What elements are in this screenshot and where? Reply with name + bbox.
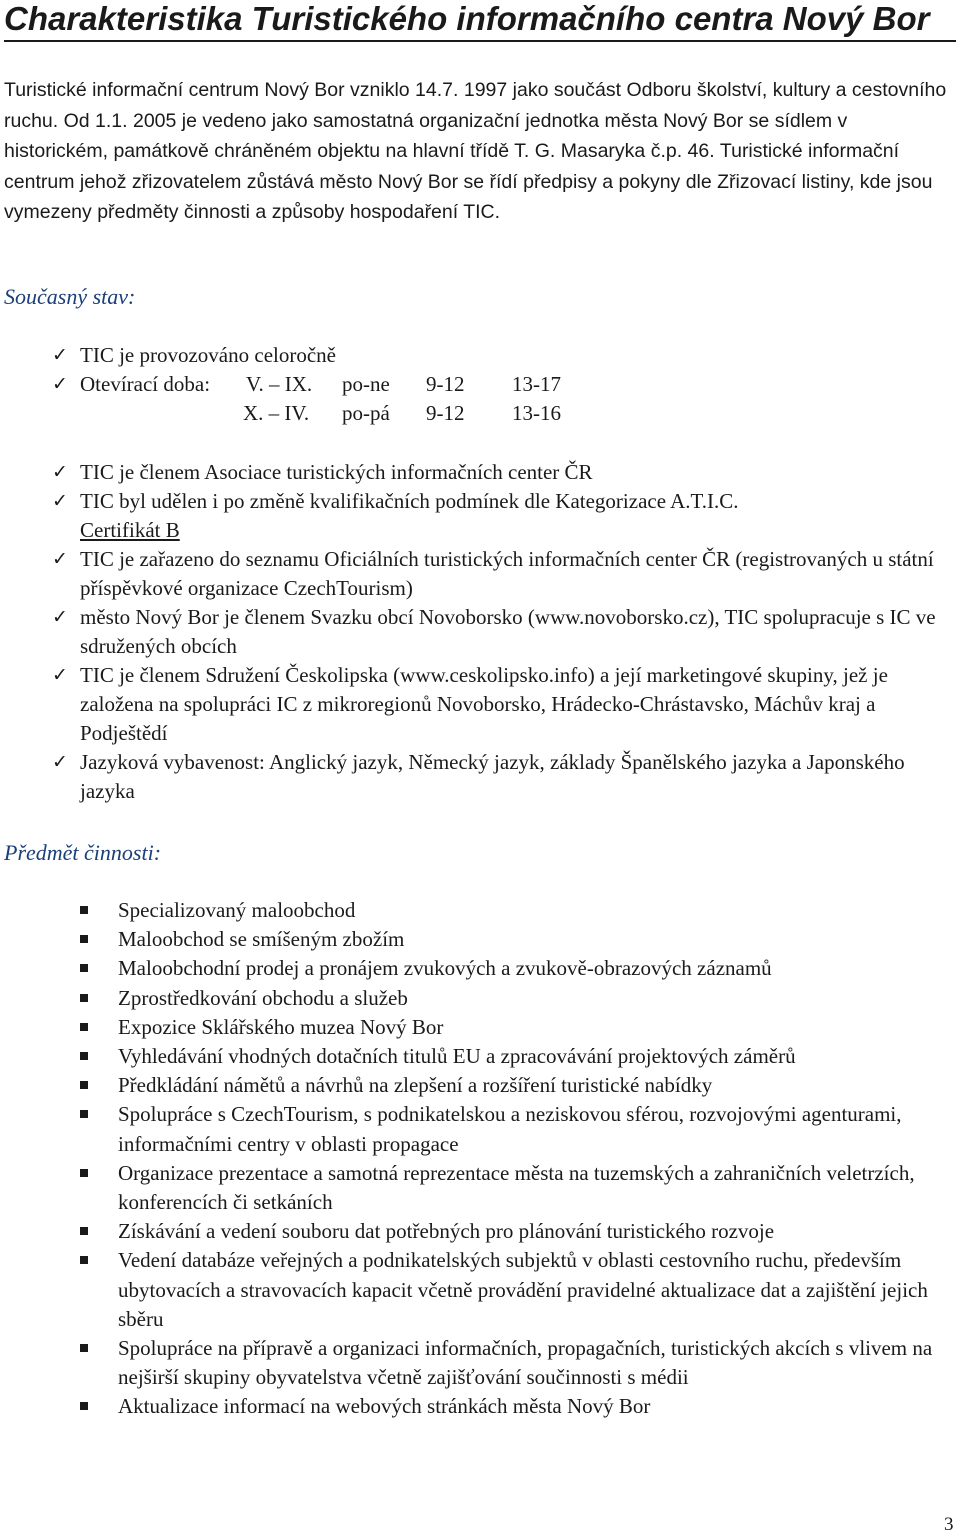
page-title: Charakteristika Turistického informačního centra Nový Bor bbox=[4, 0, 956, 42]
list-item-text: Aktualizace informací na webových stránkách města Nový Bor bbox=[118, 1394, 651, 1419]
intro-part2: Turistické informační centrum jehož zřizovatelem zůstává město Nový Bor se řídí předpisy a pokyny dle Zřizovací listiny, kde jsou vymezeny předměty činnosti a způsoby hospodaření TIC. bbox=[4, 140, 933, 223]
square-bullet-icon bbox=[80, 1052, 88, 1060]
list-item-text: Spolupráce s CzechTourism, s podnikatelskou a neziskovou sférou, rozvojovými agenturami, informačními centry v oblasti propagace bbox=[118, 1102, 902, 1156]
hours-months: X. – IV. bbox=[243, 401, 310, 425]
list-item-text: Předkládání námětů a návrhů na zlepšení a rozšíření turistické nabídky bbox=[118, 1073, 713, 1098]
list-item-text: TIC je zařazeno do seznamu Oficiálních turistických informačních center ČR (registrovaných u státní příspěvkové organizace CzechTourism) bbox=[80, 547, 934, 600]
list-item bbox=[118, 1042, 954, 1071]
list-item-text: město Nový Bor je členem Svazku obcí Novoborsko (www.novoborsko.cz), TIC spolupracuje s IC ve sdružených obcích bbox=[80, 605, 936, 658]
square-bullet-icon bbox=[80, 1169, 88, 1177]
square-bullet-icon bbox=[80, 964, 88, 972]
current-state-heading: Současný stav: bbox=[4, 284, 136, 309]
check-icon: ✓ bbox=[52, 548, 68, 570]
list-item bbox=[118, 1013, 954, 1042]
certificate-text: Certifikát B bbox=[80, 518, 180, 542]
check-icon: ✓ bbox=[52, 461, 68, 483]
list-item-text: Spolupráce na přípravě a organizaci informačních, propagačních, turistických akcích s vlivem na nejširší skupiny obyvatelstva včetně zajišťování součinnosti s médii bbox=[118, 1336, 933, 1390]
list-item bbox=[118, 1217, 954, 1246]
opening-hours-label: Otevírací doba: bbox=[80, 372, 211, 396]
check-icon: ✓ bbox=[52, 664, 68, 686]
list-item-text: Vedení databáze veřejných a podnikatelských subjektů v oblasti cestovního ruchu, především ubytovacích a stravovacích kapacit včetně provádění pravidelné aktualizace dat a zajištění jejich sběru bbox=[118, 1248, 928, 1331]
year-round-text: TIC je provozováno celoročně bbox=[80, 343, 336, 367]
hours-afternoon: 13-17 bbox=[512, 372, 561, 396]
list-item bbox=[52, 341, 952, 370]
list-item-text: TIC je členem Sdružení Českolipska (www.ceskolipsko.info) a její marketingové skupiny, jež je založena na spolupráci IC z mikroregionů Novoborsko, Hrádecko-Chrástavsko, Máchův kraj a Podještědí bbox=[80, 663, 888, 745]
hours-afternoon: 13-16 bbox=[512, 401, 561, 425]
check-icon: ✓ bbox=[52, 751, 68, 773]
square-bullet-icon bbox=[80, 1023, 88, 1031]
list-item bbox=[118, 1100, 954, 1158]
activities-heading: Předmět činnosti: bbox=[4, 840, 162, 865]
list-item bbox=[52, 487, 952, 545]
list-item bbox=[118, 1071, 954, 1100]
check-icon: ✓ bbox=[52, 606, 68, 628]
list-item bbox=[118, 1334, 954, 1392]
hours-morning: 9-12 bbox=[426, 401, 465, 425]
check-icon: ✓ bbox=[52, 344, 68, 366]
square-bullet-icon bbox=[80, 994, 88, 1002]
square-bullet-icon bbox=[80, 1081, 88, 1089]
square-bullet-icon bbox=[80, 1344, 88, 1352]
list-item-text: TIC byl udělen i po změně kvalifikačních podmínek dle Kategorizace A.T.I.C. bbox=[80, 489, 739, 513]
intro-paragraph bbox=[4, 75, 954, 228]
list-item-text: Expozice Sklářského muzea Nový Bor bbox=[118, 1014, 444, 1039]
square-bullet-icon bbox=[80, 1402, 88, 1410]
check-icon: ✓ bbox=[52, 490, 68, 512]
intro-part1: Turistické informační centrum Nový Bor vzniklo 14.7. 1997 jako součást Odboru školství, kultury a cestovního ruchu. Od 1.1. 2005 je vedeno jako samostatná organizační jednotka města Nový Bor se sídlem v historickém, památkově chráněném objektu na hlavní třídě T. G. Masaryka č.p. 46. bbox=[4, 79, 947, 162]
list-item-text: Organizace prezentace a samotná reprezentace města na tuzemských a zahraničních veletrzích, konferencích či setkáních bbox=[118, 1160, 915, 1215]
current-state-list bbox=[52, 458, 952, 806]
list-item bbox=[52, 748, 952, 806]
list-item bbox=[52, 458, 952, 487]
list-item bbox=[118, 1246, 954, 1334]
list-item bbox=[118, 954, 954, 983]
list-item bbox=[118, 984, 954, 1013]
list-item-text: TIC je členem Asociace turistických informačních center ČR bbox=[80, 460, 593, 484]
square-bullet-icon bbox=[80, 906, 88, 914]
list-item-text: Jazyková vybavenost: Anglický jazyk, Německý jazyk, základy Španělského jazyka a Japonského jazyka bbox=[80, 750, 905, 803]
list-item bbox=[52, 661, 952, 748]
list-item bbox=[52, 603, 952, 661]
hours-days: po-pá bbox=[342, 401, 390, 425]
list-item bbox=[118, 925, 954, 954]
list-item-text: Maloobchod se smíšeným zbožím bbox=[118, 927, 405, 952]
list-item-text: Vyhledávání vhodných dotačních titulů EU a zpracovávání projektových záměrů bbox=[118, 1044, 796, 1069]
list-item-text: Specializovaný maloobchod bbox=[118, 898, 356, 922]
list-item bbox=[52, 545, 952, 603]
check-icon: ✓ bbox=[52, 373, 68, 395]
list-item-text: Maloobchodní prodej a pronájem zvukových a zvukově-obrazových záznamů bbox=[118, 956, 772, 981]
list-item-text: Získávání a vedení souboru dat potřebných pro plánování turistického rozvoje bbox=[118, 1219, 775, 1244]
list-item bbox=[118, 1159, 954, 1217]
hours-days: po-ne bbox=[342, 372, 390, 396]
page-number: 3 bbox=[944, 1514, 954, 1535]
list-item-text: Zprostředkování obchodu a služeb bbox=[118, 985, 408, 1010]
list-item bbox=[118, 896, 954, 925]
square-bullet-icon bbox=[80, 1110, 88, 1118]
square-bullet-icon bbox=[80, 1256, 88, 1264]
square-bullet-icon bbox=[80, 1227, 88, 1235]
hours-morning: 9-12 bbox=[426, 372, 465, 396]
list-item bbox=[118, 1392, 954, 1421]
square-bullet-icon bbox=[80, 935, 88, 943]
activities-list bbox=[118, 896, 954, 1422]
hours-months: V. – IX. bbox=[246, 372, 313, 396]
